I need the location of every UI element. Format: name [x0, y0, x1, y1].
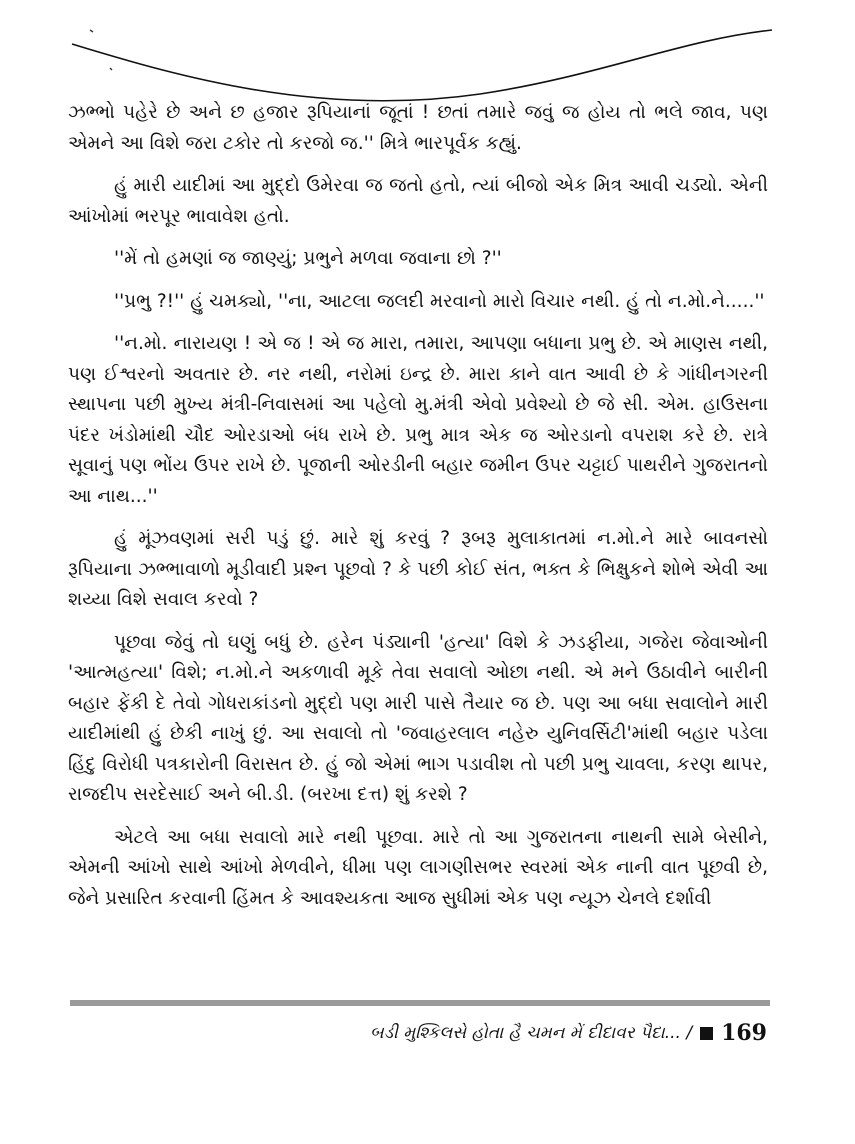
paragraph-3: ''મેં તો હમણાં જ જાણ્યું; પ્રભુને મળવા જવાના છો ?'' [114, 248, 502, 269]
paragraph-8: એટલે આ બધા સવાલો મારે નથી પૂછવા. મારે તો આ ગુજરાતના નાથની સામે બેસીને, એમની આંખો સાથે આંખો મેળવીને, ધીમા પણ લાગણીસભર સ્વરમાં એક નાની વાત પૂછવી છે, જેને પ્રસારિત કરવાની હિંમત કે આવશ્યકતા આજ સુધીમાં એક પણ ન્યૂઝ ચેનલે દર્શાવી [68, 826, 768, 909]
square-bullet-icon [700, 1027, 713, 1040]
paragraph-6: હું મૂંઝવણમાં સરી પડું છું. મારે શું કરવું ? રૂબરૂ મુલાકાતમાં ન.મો.ને મારે બાવનસો રૂપિયાના ઝભ્ભાવાળો મૂડીવાદી પ્રશ્ન પૂછવો ? કે પછી કોઈ સંત, ભક્ત કે ભિક્ષુકને શોભે એવી આ શય્યા વિશે સવાલ કરવો ? [68, 528, 768, 610]
page-footer [370, 1020, 767, 1046]
paragraph-2: હું મારી યાદીમાં આ મુદ્દો ઉમેરવા જ જતો હતો, ત્યાં બીજો એક મિત્ર આવી ચડ્યો. એની આંખોમાં ભરપૂર ભાવાવેશ હતો. [68, 175, 768, 227]
paragraph-5: ''ન.મો. નારાયણ ! એ જ ! એ જ મારા, તમારા, આપણા બધાના પ્રભુ છે. એ માણસ નથી, પણ ઈશ્વરનો અવતાર છે. નર નથી, નરોમાં ઇન્દ્ર છે. મારા કાને વાત આવી છે કે ગાંધીનગરની સ્થાપના પછી મુખ્ય મંત્રી-નિવાસમાં આ પહેલો મુ.મંત્રી એવો પ્રવેશ્યો છે જે સી. એમ. હાઉસના પંદર ખંડોમાંથી ચૌદ ઓરડાઓ બંધ રાખે છે. પ્રભુ માત્ર એક જ ઓરડાનો વપરાશ કરે છે. રાત્રે સૂવાનું પણ ભોંય ઉપર રાખે છે. પૂજાની ઓરડીની બહાર જમીન ઉપર ચટ્ટાઈ પાથરીને ગુજરાતનો આ નાથ...'' [68, 333, 768, 507]
paragraph-4: ''પ્રભુ ?!'' હું ચમક્યો, ''ના, આટલા જલદી મરવાનો મારો વિચાર નથી. હું તો ન.મો.ને.....'' [114, 290, 765, 312]
paragraph-7: પૂછવા જેવું તો ઘણું બધું છે. હરેન પંડ્યાની 'હત્યા' વિશે કે ઝડફીયા, ગજેરા જેવાઓની 'આત્મહત્યા' વિશે; ન.મો.ને અકળાવી મૂકે તેવા સવાલો ઓછા નથી. એ મને ઉઠાવીને બારીની બહાર ફેંકી દે તેવો ગોધરાકાંડનો મુદ્દો પણ મારી પાસે તૈયાર જ છે. પણ આ બધા સવાલોને મારી યાદીમાંથી હું છેકી નાખું છું. આ સવાલો તો 'જવાહરલાલ નહેરુ યુનિવર્સિટી'માંથી બહાર પડેલા હિંદુ વિરોધી પત્રકારોની વિરાસત છે. હું જો એમાં ભાગ પડાવીશ તો પછી પ્રભુ ચાવલા, કરણ થાપર, રાજદીપ સરદેસાઈ અને બી.ડી. (બરખા દત્ત) શું કરશે ? [68, 631, 768, 805]
body-text [68, 98, 768, 926]
footer-rule [70, 1000, 770, 1006]
running-title: બડી મુશ્કિલસે હોતા હૈ ચમન મેં દીદાવર પૈદા... / [370, 1023, 693, 1043]
paragraph-1: ઝભ્ભો પહેરે છે અને છ હજાર રૂપિયાનાં જૂતાં ! છતાં તમારે જવું જ હોય તો ભલે જાવ, પણ એમને આ વિશે જરા ટકોર તો કરજો જ.'' મિત્રે ભારપૂર્વક કહ્યું. [68, 102, 768, 154]
page-number: 169 [721, 1020, 767, 1046]
